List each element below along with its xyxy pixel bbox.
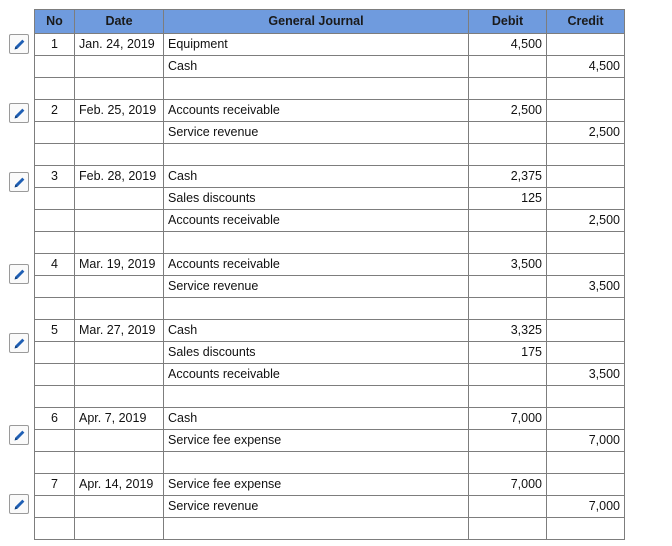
debit-cell <box>469 144 547 166</box>
entry-no-cell <box>35 386 75 408</box>
journal-line-row <box>35 474 625 496</box>
header-date: Date <box>75 10 164 34</box>
blank-row <box>35 232 625 254</box>
debit-cell <box>469 78 547 100</box>
account-cell <box>164 518 469 540</box>
general-journal-table <box>34 9 625 540</box>
credit-cell <box>547 254 625 276</box>
account-cell: Service fee expense <box>164 430 469 452</box>
date-cell: Apr. 7, 2019 <box>75 408 164 430</box>
entry-no-cell <box>35 122 75 144</box>
entry-no-cell <box>35 452 75 474</box>
date-cell <box>75 298 164 320</box>
debit-cell <box>469 364 547 386</box>
debit-cell: 175 <box>469 342 547 364</box>
blank-row <box>35 386 625 408</box>
entry-no-cell <box>35 298 75 320</box>
edit-entry-6-button[interactable] <box>9 425 29 445</box>
credit-cell: 2,500 <box>547 210 625 232</box>
pencil-icon <box>13 107 26 120</box>
credit-cell: 3,500 <box>547 276 625 298</box>
blank-row <box>35 78 625 100</box>
entry-no-cell <box>35 364 75 386</box>
journal-line-row <box>35 210 625 232</box>
credit-cell <box>547 342 625 364</box>
entry-no-cell: 1 <box>35 34 75 56</box>
journal-line-row <box>35 276 625 298</box>
entry-no-cell <box>35 56 75 78</box>
account-cell: Service fee expense <box>164 474 469 496</box>
account-cell <box>164 232 469 254</box>
debit-cell <box>469 56 547 78</box>
entry-no-cell <box>35 144 75 166</box>
journal-line-row <box>35 408 625 430</box>
entry-no-cell <box>35 232 75 254</box>
debit-cell: 125 <box>469 188 547 210</box>
credit-cell: 3,500 <box>547 364 625 386</box>
credit-cell <box>547 452 625 474</box>
credit-cell <box>547 144 625 166</box>
account-cell: Service revenue <box>164 276 469 298</box>
journal-line-row <box>35 430 625 452</box>
date-cell <box>75 518 164 540</box>
header-debit: Debit <box>469 10 547 34</box>
credit-cell <box>547 298 625 320</box>
edit-entry-5-button[interactable] <box>9 333 29 353</box>
entry-no-cell <box>35 342 75 364</box>
debit-cell <box>469 298 547 320</box>
credit-cell <box>547 232 625 254</box>
entry-no-cell <box>35 496 75 518</box>
debit-cell <box>469 430 547 452</box>
edit-entry-2-button[interactable] <box>9 103 29 123</box>
credit-cell <box>547 408 625 430</box>
date-cell <box>75 364 164 386</box>
journal-line-row <box>35 320 625 342</box>
pencil-icon <box>13 176 26 189</box>
debit-cell: 7,000 <box>469 408 547 430</box>
entry-no-cell <box>35 78 75 100</box>
debit-cell: 2,375 <box>469 166 547 188</box>
credit-cell <box>547 100 625 122</box>
account-cell: Sales discounts <box>164 342 469 364</box>
credit-cell: 2,500 <box>547 122 625 144</box>
entry-no-cell: 3 <box>35 166 75 188</box>
debit-cell <box>469 232 547 254</box>
credit-cell: 4,500 <box>547 56 625 78</box>
entry-no-cell <box>35 188 75 210</box>
account-cell: Accounts receivable <box>164 210 469 232</box>
account-cell: Sales discounts <box>164 188 469 210</box>
blank-row <box>35 298 625 320</box>
date-cell: Feb. 28, 2019 <box>75 166 164 188</box>
account-cell <box>164 144 469 166</box>
credit-cell <box>547 320 625 342</box>
journal-line-row <box>35 188 625 210</box>
journal-line-row <box>35 364 625 386</box>
entry-no-cell <box>35 518 75 540</box>
account-cell: Equipment <box>164 34 469 56</box>
entry-no-cell <box>35 430 75 452</box>
date-cell: Jan. 24, 2019 <box>75 34 164 56</box>
debit-cell <box>469 210 547 232</box>
edit-entry-4-button[interactable] <box>9 264 29 284</box>
date-cell: Apr. 14, 2019 <box>75 474 164 496</box>
date-cell <box>75 452 164 474</box>
header-general-journal: General Journal <box>164 10 469 34</box>
credit-cell <box>547 188 625 210</box>
debit-cell <box>469 386 547 408</box>
pencil-icon <box>13 38 26 51</box>
account-cell: Service revenue <box>164 496 469 518</box>
account-cell <box>164 298 469 320</box>
blank-row <box>35 144 625 166</box>
entry-no-cell: 7 <box>35 474 75 496</box>
date-cell <box>75 232 164 254</box>
credit-cell: 7,000 <box>547 496 625 518</box>
credit-cell <box>547 474 625 496</box>
account-cell: Service revenue <box>164 122 469 144</box>
credit-cell <box>547 78 625 100</box>
journal-line-row <box>35 100 625 122</box>
date-cell <box>75 276 164 298</box>
account-cell: Cash <box>164 408 469 430</box>
edit-entry-7-button[interactable] <box>9 494 29 514</box>
account-cell <box>164 78 469 100</box>
date-cell <box>75 210 164 232</box>
entry-no-cell: 2 <box>35 100 75 122</box>
credit-cell <box>547 34 625 56</box>
journal-body <box>35 34 625 540</box>
date-cell: Feb. 25, 2019 <box>75 100 164 122</box>
entry-no-cell: 4 <box>35 254 75 276</box>
account-cell <box>164 452 469 474</box>
debit-cell <box>469 496 547 518</box>
account-cell <box>164 386 469 408</box>
pencil-icon <box>13 268 26 281</box>
credit-cell <box>547 518 625 540</box>
journal-line-row <box>35 342 625 364</box>
debit-cell <box>469 276 547 298</box>
account-cell: Cash <box>164 320 469 342</box>
date-cell <box>75 188 164 210</box>
credit-cell <box>547 386 625 408</box>
credit-cell <box>547 166 625 188</box>
journal-line-row <box>35 122 625 144</box>
debit-cell: 2,500 <box>469 100 547 122</box>
edit-entry-1-button[interactable] <box>9 34 29 54</box>
date-cell <box>75 496 164 518</box>
account-cell: Accounts receivable <box>164 254 469 276</box>
debit-cell: 4,500 <box>469 34 547 56</box>
date-cell <box>75 144 164 166</box>
pencil-icon <box>13 337 26 350</box>
date-cell: Mar. 19, 2019 <box>75 254 164 276</box>
header-credit: Credit <box>547 10 625 34</box>
blank-row <box>35 518 625 540</box>
entry-no-cell: 6 <box>35 408 75 430</box>
entry-no-cell <box>35 276 75 298</box>
entry-no-cell: 5 <box>35 320 75 342</box>
journal-line-row <box>35 56 625 78</box>
debit-cell <box>469 452 547 474</box>
credit-cell: 7,000 <box>547 430 625 452</box>
date-cell <box>75 386 164 408</box>
entry-no-cell <box>35 210 75 232</box>
date-cell <box>75 78 164 100</box>
journal-line-row <box>35 254 625 276</box>
header-row <box>35 10 625 34</box>
journal-line-row <box>35 166 625 188</box>
pencil-icon <box>13 498 26 511</box>
account-cell: Cash <box>164 166 469 188</box>
account-cell: Accounts receivable <box>164 364 469 386</box>
header-no: No <box>35 10 75 34</box>
debit-cell <box>469 122 547 144</box>
journal-line-row <box>35 496 625 518</box>
edit-entry-3-button[interactable] <box>9 172 29 192</box>
blank-row <box>35 452 625 474</box>
debit-cell: 7,000 <box>469 474 547 496</box>
account-cell: Accounts receivable <box>164 100 469 122</box>
account-cell: Cash <box>164 56 469 78</box>
debit-cell: 3,325 <box>469 320 547 342</box>
journal-line-row <box>35 34 625 56</box>
date-cell <box>75 430 164 452</box>
debit-cell <box>469 518 547 540</box>
pencil-icon <box>13 429 26 442</box>
date-cell <box>75 342 164 364</box>
date-cell <box>75 122 164 144</box>
debit-cell: 3,500 <box>469 254 547 276</box>
date-cell: Mar. 27, 2019 <box>75 320 164 342</box>
date-cell <box>75 56 164 78</box>
